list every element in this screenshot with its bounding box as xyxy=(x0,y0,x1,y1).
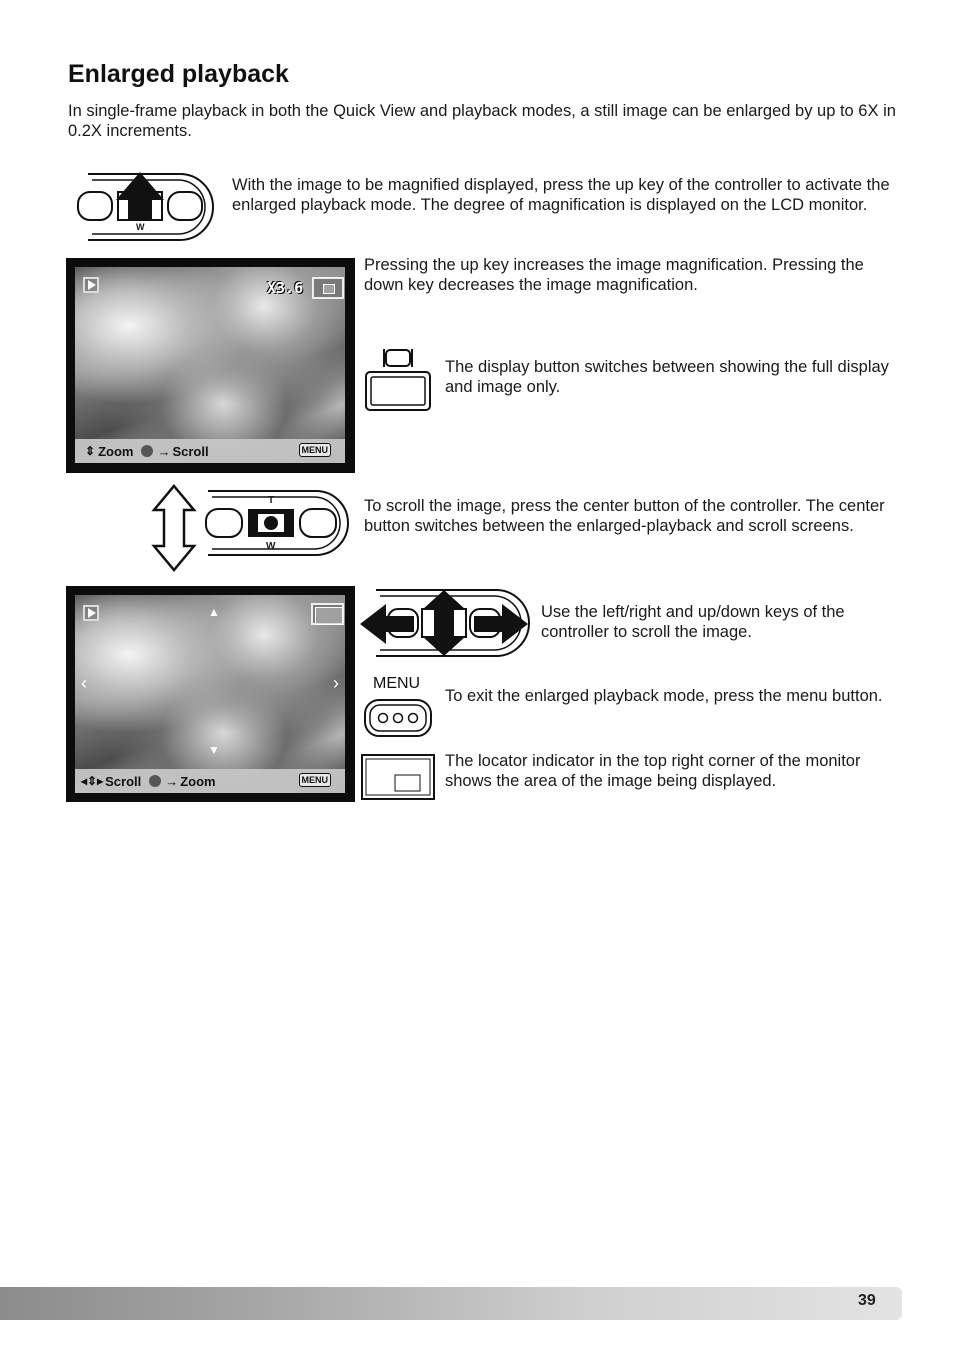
status-bar xyxy=(75,439,345,463)
locator-frame-icon xyxy=(360,753,436,801)
locator-text: The locator indicator in the top right corner of the monitor shows the area of the image being displayed. xyxy=(445,752,861,790)
playback-mode-icon xyxy=(83,277,99,293)
menu-chip-2: MENU xyxy=(299,773,332,787)
menu-chip: MENU xyxy=(299,443,332,457)
locator-indicator-icon-2 xyxy=(311,603,344,625)
zoom-keys-text: Pressing the up key increases the image magnification. Pressing the down key decreases the image magnification. xyxy=(364,256,864,294)
locator-indicator-icon xyxy=(312,277,344,299)
status-bar-2 xyxy=(75,769,345,793)
menu-button-icon xyxy=(362,697,434,739)
scroll-right-icon: › xyxy=(333,673,339,693)
status-scroll-label-2: Scroll xyxy=(105,773,142,789)
intro-text: In single-frame playback in both the Quick View and playback modes, a still image can be enlarged by up to 6X in 0.2X increments. xyxy=(68,102,896,140)
center-button-icon xyxy=(141,445,153,457)
up-down-arrows-icon xyxy=(150,484,198,572)
lcd-screen-zoom xyxy=(66,258,355,473)
controller-up-key-icon xyxy=(68,170,220,244)
four-way-arrows-icon: ◂⇕▸ xyxy=(81,774,104,788)
scroll-up-icon: ▲ xyxy=(208,605,220,619)
playback-mode-icon-2 xyxy=(83,605,99,621)
footer-bar xyxy=(0,1287,902,1320)
scroll-down-icon: ▼ xyxy=(208,743,220,757)
arrow-right-icon: → xyxy=(157,443,171,459)
magnification-readout: X3.6 xyxy=(267,279,304,297)
scroll-photo xyxy=(75,595,345,793)
status-zoom-label-2: Zoom xyxy=(180,773,216,789)
center-button-icon-2 xyxy=(149,775,161,787)
exit-text: To exit the enlarged playback mode, press the menu button. xyxy=(445,687,883,705)
controller-four-way-icon xyxy=(358,588,530,658)
display-button-text: The display button switches between showing the full display and image only. xyxy=(445,358,889,396)
scroll-left-icon: ‹ xyxy=(81,673,87,693)
lcd-screen-scroll xyxy=(66,586,355,802)
display-button-icon xyxy=(364,346,434,414)
controller-w-label-2: W xyxy=(266,541,276,552)
zoom-arrows-icon: ⇕ xyxy=(85,444,96,458)
controller-t-label: T xyxy=(268,495,275,506)
scroll-text: To scroll the image, press the center button of the controller. The center button switches between the enlarged-playback and scroll screens. xyxy=(364,497,885,535)
scroll-keys-text: Use the left/right and up/down keys of the controller to scroll the image. xyxy=(541,603,845,641)
arrow-right-icon-2: → xyxy=(165,773,179,789)
page-number: 39 xyxy=(858,1292,876,1309)
enlarged-photo xyxy=(75,267,345,463)
page-title: Enlarged playback xyxy=(68,60,289,88)
activate-text: With the image to be magnified displayed, press the up key of the controller to activate the enlarged playback mode. The degree of magnification is displayed on the LCD monitor. xyxy=(232,176,890,214)
controller-w-label: W xyxy=(136,222,145,232)
status-zoom-label: Zoom xyxy=(98,443,134,459)
status-scroll-label: Scroll xyxy=(172,443,209,459)
menu-button-label: MENU xyxy=(373,675,421,692)
